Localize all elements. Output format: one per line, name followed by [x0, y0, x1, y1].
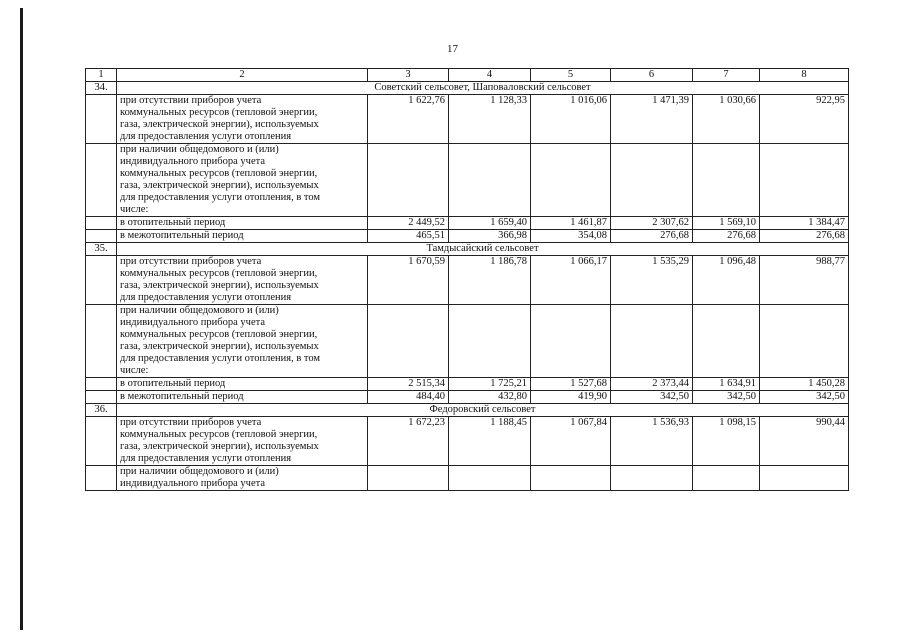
row-number-cell [86, 391, 117, 404]
description-line: для предоставления услуги отопления, в том [120, 353, 321, 364]
row-description [117, 95, 368, 144]
description-line: коммунальных ресурсов (тепловой энергии, [120, 168, 318, 179]
table-row [86, 391, 849, 404]
value-cell-col-6 [611, 144, 693, 217]
row-description [117, 305, 368, 378]
description-line: при наличии общедомового и (или) [120, 305, 279, 316]
value-cell-col-8 [760, 144, 849, 217]
value-cell-col-3: 465,51 [368, 230, 449, 243]
value-cell-col-3 [368, 144, 449, 217]
section-number: 34. [86, 82, 117, 95]
table-row [86, 305, 849, 378]
page-binding-edge [20, 8, 23, 630]
description-line: при отсутствии приборов учета [120, 256, 262, 267]
value-cell-col-6 [611, 466, 693, 491]
value-cell-col-6: 2 307,62 [611, 217, 693, 230]
description-line: в межотопительный период [120, 230, 244, 241]
section-number: 35. [86, 243, 117, 256]
row-number-cell [86, 217, 117, 230]
value-cell-col-3: 2 515,34 [368, 378, 449, 391]
value-cell-col-6: 1 471,39 [611, 95, 693, 144]
row-number-cell [86, 305, 117, 378]
value-cell-col-5: 1 066,17 [531, 256, 611, 305]
row-description [117, 256, 368, 305]
value-cell-col-8 [760, 466, 849, 491]
value-cell-col-4 [449, 305, 531, 378]
row-description [117, 217, 368, 230]
description-line: индивидуального прибора учета [120, 317, 265, 328]
value-cell-col-8: 988,77 [760, 256, 849, 305]
value-cell-col-4: 1 188,45 [449, 417, 531, 466]
description-line: газа, электрической энергии), используемых [120, 180, 319, 191]
value-cell-col-7: 1 634,91 [693, 378, 760, 391]
value-cell-col-8: 1 384,47 [760, 217, 849, 230]
row-description [117, 144, 368, 217]
table-row [86, 417, 849, 466]
row-number-cell [86, 230, 117, 243]
row-number-cell [86, 144, 117, 217]
header-cell-6: 6 [611, 69, 693, 82]
value-cell-col-4: 1 725,21 [449, 378, 531, 391]
row-description [117, 230, 368, 243]
value-cell-col-5: 354,08 [531, 230, 611, 243]
value-cell-col-5: 1 016,06 [531, 95, 611, 144]
row-description [117, 466, 368, 491]
row-number-cell [86, 95, 117, 144]
description-line: индивидуального прибора учета [120, 478, 265, 489]
description-line: для предоставления услуги отопления, в том [120, 192, 321, 203]
description-line: газа, электрической энергии), используемых [120, 280, 319, 291]
value-cell-col-3 [368, 305, 449, 378]
value-cell-col-5: 1 067,84 [531, 417, 611, 466]
value-cell-col-8 [760, 305, 849, 378]
value-cell-col-4: 1 186,78 [449, 256, 531, 305]
description-line: индивидуального прибора учета [120, 156, 265, 167]
description-line: для предоставления услуги отопления [120, 131, 292, 142]
description-line: при отсутствии приборов учета [120, 417, 262, 428]
value-cell-col-4 [449, 466, 531, 491]
header-cell-1: 1 [86, 69, 117, 82]
value-cell-col-5: 1 527,68 [531, 378, 611, 391]
description-line: при наличии общедомового и (или) [120, 144, 279, 155]
value-cell-col-5 [531, 305, 611, 378]
value-cell-col-8: 990,44 [760, 417, 849, 466]
value-cell-col-7: 1 030,66 [693, 95, 760, 144]
tariff-table [85, 68, 849, 491]
header-cell-2: 2 [117, 69, 368, 82]
value-cell-col-7: 1 096,48 [693, 256, 760, 305]
value-cell-col-5 [531, 466, 611, 491]
row-number-cell [86, 466, 117, 491]
description-line: при наличии общедомового и (или) [120, 466, 279, 477]
value-cell-col-7 [693, 144, 760, 217]
value-cell-col-6: 342,50 [611, 391, 693, 404]
value-cell-col-7 [693, 466, 760, 491]
value-cell-col-4 [449, 144, 531, 217]
value-cell-col-6: 1 535,29 [611, 256, 693, 305]
table-row [86, 95, 849, 144]
header-cell-5: 5 [531, 69, 611, 82]
value-cell-col-6: 2 373,44 [611, 378, 693, 391]
value-cell-col-5 [531, 144, 611, 217]
section-name: Советский сельсовет, Шаповаловский сельсовет [117, 82, 849, 95]
description-line: числе: [120, 204, 149, 215]
value-cell-col-3: 1 622,76 [368, 95, 449, 144]
row-description [117, 417, 368, 466]
page-number: 17 [447, 43, 458, 55]
description-line: для предоставления услуги отопления [120, 453, 292, 464]
value-cell-col-6: 1 536,93 [611, 417, 693, 466]
description-line: коммунальных ресурсов (тепловой энергии, [120, 329, 318, 340]
description-line: для предоставления услуги отопления [120, 292, 292, 303]
section-row [86, 82, 849, 95]
row-description [117, 378, 368, 391]
value-cell-col-3: 1 670,59 [368, 256, 449, 305]
value-cell-col-3: 484,40 [368, 391, 449, 404]
description-line: коммунальных ресурсов (тепловой энергии, [120, 429, 318, 440]
table-row [86, 230, 849, 243]
header-row [86, 69, 849, 82]
value-cell-col-4: 366,98 [449, 230, 531, 243]
description-line: газа, электрической энергии), используемых [120, 441, 319, 452]
description-line: коммунальных ресурсов (тепловой энергии, [120, 107, 318, 118]
value-cell-col-4: 1 128,33 [449, 95, 531, 144]
value-cell-col-7: 1 569,10 [693, 217, 760, 230]
value-cell-col-4: 432,80 [449, 391, 531, 404]
value-cell-col-7: 1 098,15 [693, 417, 760, 466]
value-cell-col-7: 342,50 [693, 391, 760, 404]
section-name: Федоровский сельсовет [117, 404, 849, 417]
value-cell-col-5: 1 461,87 [531, 217, 611, 230]
value-cell-col-3 [368, 466, 449, 491]
value-cell-col-8: 1 450,28 [760, 378, 849, 391]
table-row [86, 256, 849, 305]
value-cell-col-7 [693, 305, 760, 378]
value-cell-col-8: 342,50 [760, 391, 849, 404]
section-name: Тамдысайский сельсовет [117, 243, 849, 256]
row-number-cell [86, 256, 117, 305]
row-description [117, 391, 368, 404]
value-cell-col-5: 419,90 [531, 391, 611, 404]
description-line: газа, электрической энергии), используемых [120, 341, 319, 352]
description-line: в межотопительный период [120, 391, 244, 402]
description-line: газа, электрической энергии), используемых [120, 119, 319, 130]
value-cell-col-3: 2 449,52 [368, 217, 449, 230]
value-cell-col-8: 276,68 [760, 230, 849, 243]
table-row [86, 378, 849, 391]
value-cell-col-6: 276,68 [611, 230, 693, 243]
description-line: в отопительный период [120, 217, 226, 228]
description-line: в отопительный период [120, 378, 226, 389]
table-row [86, 217, 849, 230]
row-number-cell [86, 417, 117, 466]
table-row [86, 466, 849, 491]
description-line: числе: [120, 365, 149, 376]
header-cell-4: 4 [449, 69, 531, 82]
section-number: 36. [86, 404, 117, 417]
table-row [86, 144, 849, 217]
header-cell-7: 7 [693, 69, 760, 82]
description-line: коммунальных ресурсов (тепловой энергии, [120, 268, 318, 279]
header-cell-3: 3 [368, 69, 449, 82]
row-number-cell [86, 378, 117, 391]
value-cell-col-8: 922,95 [760, 95, 849, 144]
description-line: при отсутствии приборов учета [120, 95, 262, 106]
section-row [86, 243, 849, 256]
header-cell-8: 8 [760, 69, 849, 82]
value-cell-col-4: 1 659,40 [449, 217, 531, 230]
section-row [86, 404, 849, 417]
value-cell-col-7: 276,68 [693, 230, 760, 243]
value-cell-col-3: 1 672,23 [368, 417, 449, 466]
value-cell-col-6 [611, 305, 693, 378]
